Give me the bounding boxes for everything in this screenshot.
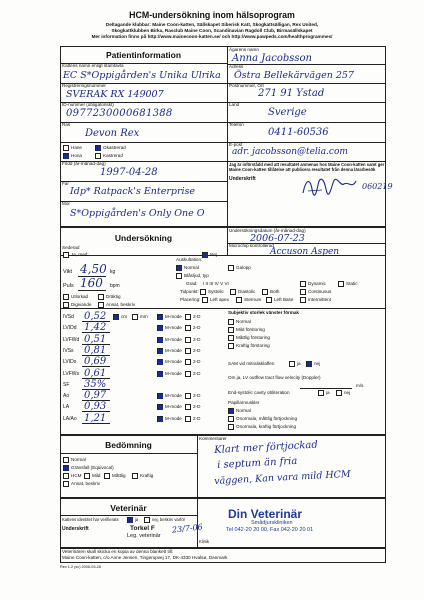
sex-neutered-label: Kastrerad [103, 153, 123, 158]
sex-male-label: Hane [71, 145, 82, 150]
2d-label: 2-D [193, 370, 201, 376]
placement-base-checkbox[interactable] [266, 297, 272, 303]
2d-label: 2-D [193, 314, 201, 319]
comment-line-2[interactable]: i septum än fria [216, 455, 298, 471]
sex-male-checkbox[interactable] [63, 145, 69, 151]
measurement-label: LVIDd [63, 325, 77, 332]
esco-yes-checkbox[interactable] [318, 390, 324, 396]
papillary-moderate-checkbox[interactable] [228, 416, 234, 422]
assessment-other-checkbox[interactable] [63, 481, 69, 487]
owner-phone-value[interactable]: 0411-60536 [268, 127, 329, 138]
owner-address-label: Adress [229, 64, 244, 69]
exam-section-title: Undersökning [114, 233, 173, 243]
la-moderate-checkbox[interactable] [228, 335, 234, 341]
owner-email-label: E-post [229, 142, 243, 147]
assessment-other-label: Annat, beskriv [71, 481, 101, 486]
assessment-severe-label: Kraftig [140, 473, 154, 478]
2d-label: 2-D [193, 404, 201, 410]
la-size-label: Subjektiv storlek vänster förmak [228, 310, 299, 315]
sedation-no-label: Nej [210, 252, 217, 257]
owner-country-value[interactable]: Sverige [268, 107, 307, 118]
mmode-label: M-mode [165, 347, 182, 353]
sedation-yes-checkbox[interactable] [63, 252, 69, 258]
header-line-2: Skogkattklubben Birka, Rasclub Maine Coon, Scandinavian Ragdoll Club, Birmasällskapet [111, 28, 313, 33]
status-checkbox-2[interactable] [98, 294, 104, 300]
unit-cm-checkbox[interactable] [113, 314, 119, 320]
measurement-label: IVSd [63, 314, 74, 320]
mmode-checkbox[interactable] [157, 404, 163, 410]
auscultation-normal-checkbox[interactable] [176, 265, 182, 271]
father-label: Far [62, 181, 69, 186]
sam-yes-checkbox[interactable] [289, 361, 295, 367]
dob-value[interactable]: 1997-04-28 [100, 167, 158, 178]
clinic-label: Klinik [199, 539, 210, 544]
reg-name-label: Kattens namn enligt stamtavla [62, 63, 124, 68]
mmode-checkbox[interactable] [157, 337, 163, 343]
lvot-unit: m/s [356, 383, 364, 388]
2d-label: 2-D [193, 347, 201, 353]
measurement-value[interactable]: 0,52 [84, 311, 107, 322]
sex-intact-label: Okastrerad [103, 145, 126, 150]
exam-date-value[interactable]: 2006-07-23 [250, 233, 305, 244]
lvot-label: Om ja, LV outflow tract flow velocity (Doppler) [228, 375, 321, 380]
clinic-stamp-sub: Smådjurskliniken [251, 520, 293, 526]
placement-sternum-label: Sternum [244, 297, 262, 302]
timing-diastolic-checkbox[interactable] [230, 289, 236, 295]
auscultation-normal-label: Normal [184, 265, 199, 270]
mmode-checkbox[interactable] [157, 359, 163, 365]
owner-signature-date: 060219 [362, 182, 393, 191]
auscultation-galopp-label: Galopp [236, 265, 251, 270]
status-label-4: Annat, beskriv [106, 302, 136, 307]
2d-checkbox[interactable] [185, 314, 191, 320]
form-title: HCM-undersökning inom hälsoprogram [129, 10, 295, 20]
2d-checkbox[interactable] [185, 371, 191, 377]
verify-no-label: nej, beskriv varför [152, 517, 186, 522]
weight-unit: kg [110, 269, 116, 275]
clinic-stamp-tel: Tel 042-20 20 00, Fax 042-20 20 01 [226, 527, 314, 533]
measurement-line [82, 423, 110, 424]
esco-yes-label: ja [326, 390, 330, 395]
exam-date-label: Undersökningsdatum (år-månad-dag) [229, 228, 306, 233]
microchip-value[interactable]: Accuson Aspen [270, 247, 340, 257]
measurement-value[interactable]: 0,81 [84, 344, 107, 356]
footer-line-2: Maine Coon-katten, c/o Anne Jensen, Tingerupvej 17, DK-4330 Hvalsø, Danmark [62, 555, 228, 560]
sam-yes-label: ja [297, 361, 301, 366]
pulse-unit: bpm [110, 283, 120, 289]
header-line-3: Mer information finns på http://www.mainecoon-katten.se/ och http://www.pawpeds.com/healthprogrammes/ [91, 34, 333, 39]
dynamic-checkbox[interactable] [300, 281, 306, 287]
reg-no-label: Registreringsnummer [62, 83, 106, 88]
sam-label: SAM vid mitralisklaffen [228, 361, 275, 366]
comment-line-3[interactable]: väggen, Kan vara mild HCM [213, 468, 351, 487]
la-mild-label: Mild förstoring [236, 327, 265, 332]
papillary-normal-label: Normal [236, 408, 251, 413]
vet-signature-label: Underskrift [62, 526, 89, 532]
verify-yes-label: ja [135, 517, 139, 522]
placement-apex-checkbox[interactable] [202, 297, 208, 303]
pulse-label: Puls [63, 283, 74, 289]
mmode-label: M-mode [165, 370, 182, 376]
la-normal-checkbox[interactable] [228, 319, 234, 325]
assessment-mild-checkbox[interactable] [84, 473, 90, 479]
assessment-moderate-label: Måttlig [112, 473, 126, 478]
consent-text-2: Maine Coon-katten tillåtelse att publicera resultatet från denna lärarbesök [229, 167, 376, 172]
footer-line-1: Veterinären skall skicka en kopia av denna blankett till: [62, 549, 174, 554]
static-label: Static [346, 281, 358, 286]
timing-both-checkbox[interactable] [262, 289, 268, 295]
microchip-label: Microchip kontrollerad [229, 243, 274, 248]
papillary-severe-label: Onormala, kraftig förtjockning [236, 424, 296, 429]
measurement-label: SF [63, 381, 70, 388]
measurement-label: LVIDs [63, 359, 77, 366]
assessment-hcm-checkbox[interactable] [63, 473, 69, 479]
vet-signature-subtitle: Leg. veterinär [127, 533, 161, 539]
assessment-normal-label: Normal [71, 457, 86, 462]
mmode-label: M-mode [165, 314, 182, 319]
vet-signature-value: Torkel F [130, 525, 155, 532]
owner-signature-scribble [300, 175, 360, 199]
owner-postal-value[interactable]: 271 91 Ystad [258, 88, 325, 99]
mmode-label: M-mode [165, 393, 182, 399]
2d-label: 2-D [193, 415, 201, 421]
revision-note: Rev 1.2 (sv) 2006-03-28 [60, 565, 101, 569]
header-line-1: Deltagande klubbar: Maine Coon-katten, Sällskapet Siberisk Katt, Skogkattsälligan, Rex United, [105, 22, 319, 27]
owner-name-value[interactable]: Anna Jacobsson [232, 53, 312, 64]
2d-label: 2-D [193, 325, 201, 331]
2d-checkbox[interactable] [185, 404, 191, 410]
clinic-stamp-name: Din Veterinär [228, 507, 303, 521]
auscultation-murmur-label: Blåsljud, typ [184, 273, 209, 278]
timing-label: Tidpunkt: [180, 289, 199, 294]
pulse-value[interactable]: 160 [80, 276, 103, 290]
esco-no-checkbox[interactable] [336, 390, 342, 396]
status-checkbox-1[interactable] [63, 294, 69, 300]
sex-intact-checkbox[interactable] [95, 145, 101, 151]
2d-label: 2-D [193, 336, 201, 342]
sam-no-label: nej [314, 361, 321, 366]
timing-diastolic-label: Diastolic [238, 289, 256, 294]
owner-address-value[interactable]: Östra Bellekärvägen 257 [234, 70, 354, 81]
2d-checkbox[interactable] [185, 416, 191, 422]
mmode-checkbox[interactable] [157, 325, 163, 331]
la-severe-label: Kraftig förstoring [236, 343, 270, 348]
assessment-equivocal-label: Gränsfall (Equivocal) [71, 465, 114, 470]
esco-no-label: nej [344, 390, 351, 395]
unit-mm-checkbox[interactable] [132, 314, 138, 320]
papillary-moderate-label: Onormala, måttlig förtjockning [236, 416, 298, 421]
2d-checkbox[interactable] [185, 393, 191, 399]
mmode-checkbox[interactable] [157, 416, 163, 422]
measurement-value[interactable]: 0,97 [84, 390, 107, 402]
mother-label: Mor [62, 201, 70, 206]
timing-both-label: Both [270, 289, 280, 294]
reg-no-value[interactable]: SVERAK RX 149007 [66, 89, 164, 100]
la-mild-checkbox[interactable] [228, 327, 234, 333]
placement-apex-label: Left apex [210, 297, 229, 302]
measurement-label: Ao [63, 393, 70, 400]
mmode-label: M-mode [165, 359, 182, 365]
weight-value[interactable]: 4,50 [80, 262, 107, 276]
placement-base-label: Left Base [274, 297, 294, 302]
owner-signature-value [300, 199, 307, 200]
father-value[interactable]: Idp* Ratpack's Enterprise [70, 186, 196, 197]
2d-label: 2-D [193, 359, 201, 365]
owner-country-label: Land [229, 102, 240, 107]
mother-value[interactable]: S*Oppigården's Only One O [70, 208, 205, 219]
measurement-label: LA [63, 404, 70, 411]
measurement-label: LA/Ao [63, 415, 77, 422]
owner-email-value[interactable]: adr. jacobsson@telia.com [232, 147, 348, 157]
status-label-3: Digivande [71, 302, 92, 307]
measurement-value[interactable]: 0,69 [84, 356, 107, 368]
mmode-checkbox[interactable] [157, 348, 163, 354]
intermittent-label: Intermittent [308, 297, 331, 302]
assessment-moderate-checkbox[interactable] [104, 473, 110, 479]
reg-name-value[interactable]: EC S*Oppigården's Unika Ulrika [63, 70, 221, 81]
la-normal-label: Normal [236, 319, 251, 324]
sedation-no-checkbox[interactable] [202, 252, 208, 258]
auscultation-murmur-checkbox[interactable] [176, 273, 182, 279]
2d-checkbox[interactable] [185, 359, 191, 365]
comments-label: Kommentarer [199, 436, 227, 441]
assessment-mild-label: Mild [92, 473, 101, 478]
auscultation-label: Auskultation: [176, 257, 203, 262]
2d-checkbox[interactable] [185, 348, 191, 354]
owner-signature-label: Underskrift [229, 176, 256, 182]
measurement-value[interactable]: 1,42 [84, 322, 107, 334]
owner-name-label: Ägarens namn [229, 47, 259, 52]
status-label-2: Dräktig [106, 294, 121, 299]
mmode-label: M-mode [165, 336, 182, 342]
la-severe-checkbox[interactable] [228, 343, 234, 349]
owner-phone-label: Telefon [229, 122, 244, 127]
breed-value[interactable]: Devon Rex [85, 128, 140, 139]
status-label-1: Utlorkad [71, 294, 89, 299]
static-checkbox[interactable] [338, 281, 344, 287]
vet-section-title: Veterinär [110, 503, 147, 513]
assessment-hcm-label: HCM [71, 473, 82, 478]
mmode-label: M-mode [165, 404, 182, 410]
verify-no-checkbox[interactable] [144, 517, 150, 523]
sedation-yes-label: Ja, med: [71, 252, 89, 257]
auscultation-galopp-checkbox[interactable] [228, 265, 234, 271]
measurement-value[interactable]: 0,93 [84, 401, 107, 413]
sex-female-checkbox[interactable] [63, 153, 69, 159]
assessment-section-title: Bedömning [105, 440, 152, 450]
la-moderate-label: Måttlig förstoring [236, 335, 270, 340]
verify-yes-checkbox[interactable] [127, 517, 133, 523]
patient-section-title: Patientinformation [105, 50, 182, 60]
papillary-label: Papillarmuskler [228, 400, 260, 405]
mmode-checkbox[interactable] [157, 314, 163, 320]
grade-scale: I II III IV V VI [203, 281, 229, 286]
measurement-value[interactable]: 1,21 [84, 412, 107, 424]
timing-systolic-label: Systolic [208, 289, 224, 294]
placement-sternum-checkbox[interactable] [236, 297, 242, 303]
mmode-checkbox[interactable] [157, 393, 163, 399]
2d-checkbox[interactable] [185, 337, 191, 343]
unit-mm-label: mm [140, 314, 148, 319]
id-value[interactable]: 0977230000681388 [66, 108, 173, 119]
sex-neutered-checkbox[interactable] [95, 153, 101, 159]
sedation-label: Sederad [62, 245, 80, 250]
sam-no-checkbox[interactable] [306, 361, 312, 367]
breed-label: Ras [62, 122, 71, 127]
papillary-severe-checkbox[interactable] [228, 424, 234, 430]
unit-cm-label: cm [121, 314, 128, 319]
assessment-normal-checkbox[interactable] [63, 457, 69, 463]
consent-text-1: Jag är införstådd med att resultatet anmenas hos Maine Coon-katten samt ger [229, 162, 385, 167]
mmode-checkbox[interactable] [157, 371, 163, 377]
intermittent-checkbox[interactable] [300, 297, 306, 303]
measurement-value[interactable]: 35% [84, 378, 107, 390]
exam-frame [60, 227, 386, 435]
vet-signature-date: 23/7-06 [171, 522, 204, 535]
mmode-label: M-mode [165, 325, 182, 331]
measurement-label: LVFWs [63, 370, 80, 377]
papillary-normal-checkbox[interactable] [228, 408, 234, 414]
weight-label: Vikt [63, 269, 73, 275]
grade-label: Grad: [186, 281, 198, 286]
comment-line-1[interactable]: Klart mer förtjockad [213, 439, 319, 456]
dynamic-label: Dynamic [308, 281, 326, 286]
2d-checkbox[interactable] [185, 325, 191, 331]
continuous-checkbox[interactable] [300, 289, 306, 295]
mmode-label: M-mode [165, 415, 182, 421]
2d-label: 2-D [193, 393, 201, 399]
assessment-equivocal-checkbox[interactable] [63, 465, 69, 471]
assessment-severe-checkbox[interactable] [132, 473, 138, 479]
measurement-value[interactable]: 0,51 [84, 333, 107, 345]
owner-postal-label: Postnummer, Ort [229, 83, 264, 88]
placement-label: Placering: [180, 297, 201, 302]
timing-systolic-checkbox[interactable] [200, 289, 206, 295]
id-label: ID-nummer (obligatoriskt) [62, 102, 114, 107]
measurement-value[interactable]: 0,61 [84, 367, 107, 379]
continuous-label: Continuous [308, 289, 332, 294]
esco-label: End-systolic cavity obliteration [228, 390, 290, 395]
measurement-label: IVSs [63, 347, 74, 354]
dob-label: Född (år-månad-dag) [62, 161, 106, 166]
verify-text: Kattens identitet har verifierats [62, 517, 119, 522]
measurement-label: LVFWd [63, 336, 80, 343]
sex-female-label: Hona [71, 153, 82, 158]
